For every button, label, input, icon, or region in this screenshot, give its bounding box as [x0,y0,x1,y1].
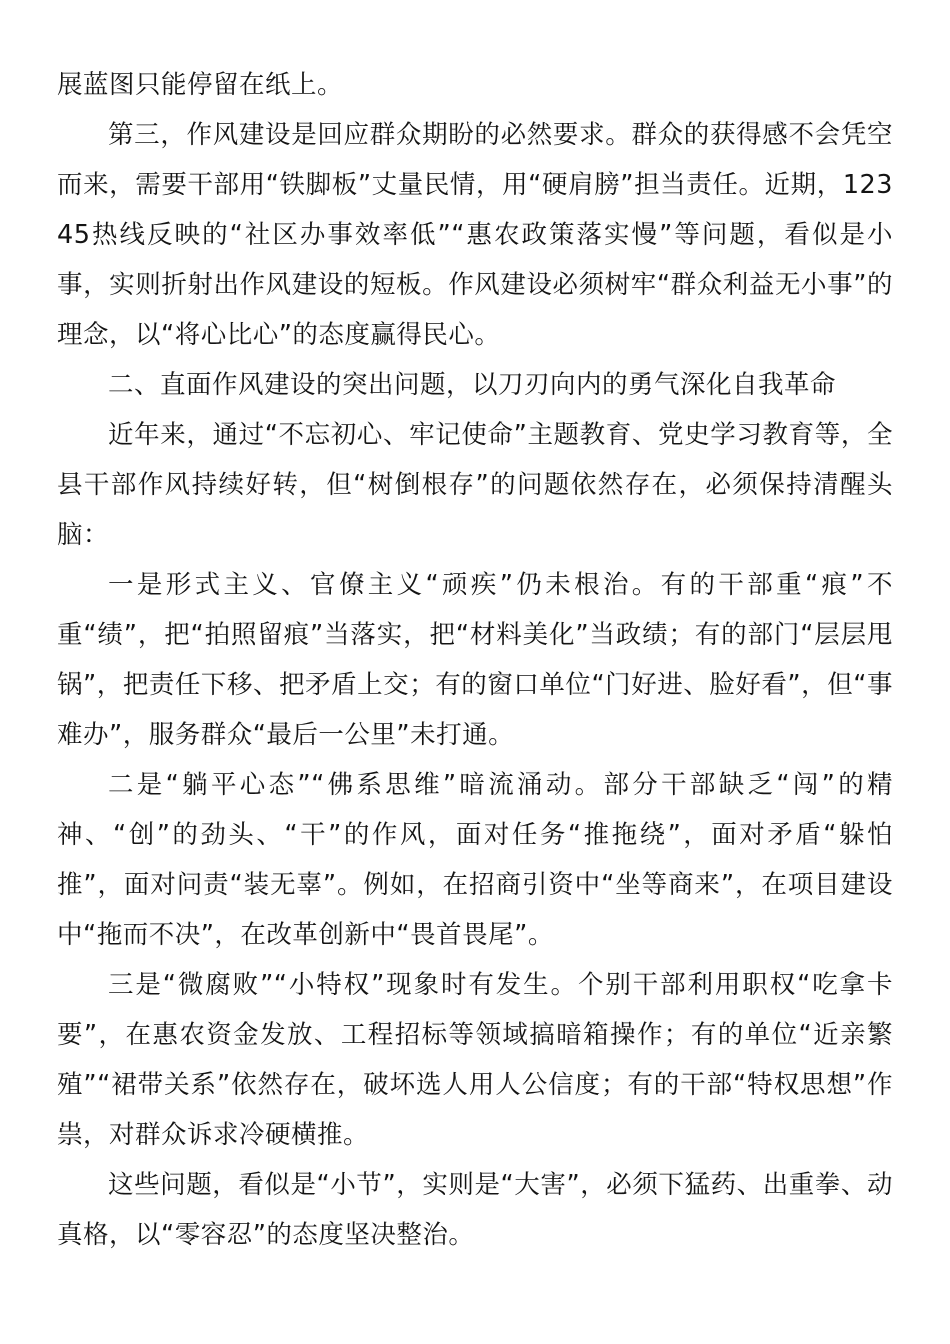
section-heading-two: 二、直面作风建设的突出问题，以刀刃向内的勇气深化自我革命 [108,370,837,400]
paragraph-conclusion: 这些问题，看似是“小节”，实则是“大害”，必须下猛药、出重拳、动真格，以“零容忍”的态度坚决整治。 [57,1170,893,1250]
paragraph-intro: 近年来，通过“不忘初心、牢记使命”主题教育、党史学习教育等，全县干部作风持续好转，但“树倒根存”的问题依然存在，必须保持清醒头脑： [57,420,893,550]
paragraph-problem-three: 三是“微腐败”“小特权”现象时有发生。个别干部利用职权“吃拿卡要”，在惠农资金发放、工程招标等领域搞暗箱操作；有的单位“近亲繁殖”“裙带关系”依然存在，破坏选人用人公信度；有的干部“特权思想”作祟，对群众诉求冷硬横推。 [57,970,893,1150]
paragraph-problem-one: 一是形式主义、官僚主义“顽疾”仍未根治。有的干部重“痕”不重“绩”，把“拍照留痕”当落实，把“材料美化”当政绩；有的部门“层层甩锅”，把责任下移、把矛盾上交；有的窗口单位“门好进、脸好看”，但“事难办”，服务群众“最后一公里”未打通。 [57,570,893,750]
paragraph-continuation: 展蓝图只能停留在纸上。 [57,70,344,100]
paragraph-problem-two: 二是“躺平心态”“佛系思维”暗流涌动。部分干部缺乏“闯”的精神、“创”的劲头、“干”的作风，面对任务“推拖绕”，面对矛盾“躲怕推”，面对问责“装无辜”。例如，在招商引资中“坐等商来”，在项目建设中“拖而不决”，在改革创新中“畏首畏尾”。 [57,770,893,950]
document-body [57,60,893,1260]
paragraph-third-point: 第三，作风建设是回应群众期盼的必然要求。群众的获得感不会凭空而来，需要干部用“铁脚板”丈量民情，用“硬肩膀”担当责任。近期，12345热线反映的“社区办事效率低”“惠农政策落实慢”等问题，看似是小事，实则折射出作风建设的短板。作风建设必须树牢“群众利益无小事”的理念，以“将心比心”的态度赢得民心。 [57,120,893,350]
